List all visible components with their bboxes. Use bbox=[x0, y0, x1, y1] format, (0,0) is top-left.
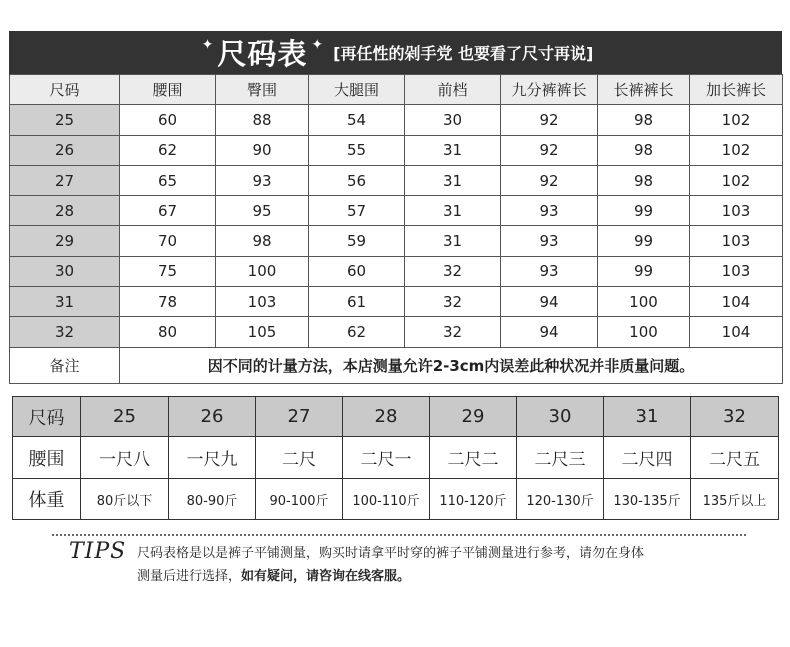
tips-line-2-bold: 如有疑问，请咨询在线客服。 bbox=[241, 569, 411, 584]
table-cell: 62 bbox=[309, 317, 405, 347]
table-cell: 59 bbox=[309, 226, 405, 256]
weight-row bbox=[13, 479, 779, 520]
chart-title-bar bbox=[9, 31, 782, 74]
table-cell: 94 bbox=[501, 317, 598, 347]
table-cell: 94 bbox=[501, 287, 598, 317]
waist-cell: 一尺九 bbox=[169, 437, 256, 479]
note-text: 因不同的计量方法，本店测量允许2-3cm内误差此种状况并非质量问题。 bbox=[120, 347, 783, 383]
size-cell: 25 bbox=[10, 105, 120, 135]
waist-cell: 二尺一 bbox=[343, 437, 430, 479]
waist-cell: 二尺五 bbox=[691, 437, 779, 479]
table-row bbox=[10, 317, 783, 347]
table-row bbox=[10, 256, 783, 286]
table-cell: 93 bbox=[501, 226, 598, 256]
table-cell: 31 bbox=[405, 135, 501, 165]
table-cell: 75 bbox=[120, 256, 216, 286]
size-cell: 30 bbox=[10, 256, 120, 286]
size-cell: 32 bbox=[691, 397, 779, 437]
weight-cell: 135斤以上 bbox=[691, 479, 779, 520]
table-cell: 104 bbox=[690, 287, 783, 317]
tips-text bbox=[137, 542, 757, 588]
size-cell: 31 bbox=[10, 287, 120, 317]
table-cell: 98 bbox=[598, 165, 690, 195]
table-cell: 70 bbox=[120, 226, 216, 256]
tips-line-1: 尺码表格是以是裤子平铺测量，购买时请拿平时穿的裤子平铺测量进行参考，请勿在身体 bbox=[137, 546, 645, 561]
column-header: 长裤裤长 bbox=[598, 75, 690, 105]
table-cell: 57 bbox=[309, 196, 405, 226]
table-cell: 99 bbox=[598, 226, 690, 256]
table-header-row bbox=[10, 75, 783, 105]
table-cell: 31 bbox=[405, 165, 501, 195]
table-row bbox=[10, 287, 783, 317]
sparkle-icon: ✦ bbox=[311, 36, 324, 53]
tips-label: TIPS bbox=[69, 539, 127, 564]
size-cell: 27 bbox=[256, 397, 343, 437]
size-cell: 29 bbox=[10, 226, 120, 256]
column-header: 前档 bbox=[405, 75, 501, 105]
size-weight-grid bbox=[12, 396, 779, 520]
sparkle-icon: ✦ bbox=[201, 36, 214, 53]
table-row bbox=[10, 135, 783, 165]
chart-title: 尺码表 bbox=[217, 37, 308, 71]
size-cell: 28 bbox=[10, 196, 120, 226]
note-label: 备注 bbox=[10, 347, 120, 383]
table-cell: 105 bbox=[216, 317, 309, 347]
size-row bbox=[13, 397, 779, 437]
column-header: 腰围 bbox=[120, 75, 216, 105]
table-cell: 103 bbox=[690, 256, 783, 286]
table-cell: 99 bbox=[598, 196, 690, 226]
table-cell: 92 bbox=[501, 105, 598, 135]
column-header: 加长裤长 bbox=[690, 75, 783, 105]
size-cell: 26 bbox=[10, 135, 120, 165]
table-cell: 102 bbox=[690, 165, 783, 195]
table-cell: 55 bbox=[309, 135, 405, 165]
table-cell: 32 bbox=[405, 287, 501, 317]
size-cell: 31 bbox=[604, 397, 691, 437]
table-cell: 32 bbox=[405, 256, 501, 286]
weight-cell: 100-110斤 bbox=[343, 479, 430, 520]
table-cell: 93 bbox=[501, 256, 598, 286]
waist-cell: 一尺八 bbox=[81, 437, 169, 479]
table-cell: 95 bbox=[216, 196, 309, 226]
table-cell: 103 bbox=[690, 196, 783, 226]
table-cell: 54 bbox=[309, 105, 405, 135]
table-row bbox=[10, 196, 783, 226]
size-cell: 27 bbox=[10, 165, 120, 195]
tips-line-2-prefix: 测量后进行选择， bbox=[137, 569, 242, 584]
row-label: 尺码 bbox=[13, 397, 81, 437]
size-cell: 25 bbox=[81, 397, 169, 437]
table-cell: 98 bbox=[598, 105, 690, 135]
table-cell: 100 bbox=[216, 256, 309, 286]
size-chart-table bbox=[9, 31, 782, 384]
size-measurement-grid bbox=[9, 74, 783, 384]
waist-cell: 二尺四 bbox=[604, 437, 691, 479]
size-cell: 30 bbox=[517, 397, 604, 437]
table-cell: 104 bbox=[690, 317, 783, 347]
table-cell: 32 bbox=[405, 317, 501, 347]
table-cell: 90 bbox=[216, 135, 309, 165]
size-cell: 26 bbox=[169, 397, 256, 437]
table-cell: 100 bbox=[598, 317, 690, 347]
table-row bbox=[10, 105, 783, 135]
table-cell: 65 bbox=[120, 165, 216, 195]
size-cell: 29 bbox=[430, 397, 517, 437]
weight-cell: 120-130斤 bbox=[517, 479, 604, 520]
table-cell: 92 bbox=[501, 135, 598, 165]
table-cell: 92 bbox=[501, 165, 598, 195]
column-header: 尺码 bbox=[10, 75, 120, 105]
weight-cell: 80-90斤 bbox=[169, 479, 256, 520]
table-cell: 62 bbox=[120, 135, 216, 165]
weight-cell: 90-100斤 bbox=[256, 479, 343, 520]
table-cell: 56 bbox=[309, 165, 405, 195]
table-cell: 99 bbox=[598, 256, 690, 286]
table-cell: 31 bbox=[405, 226, 501, 256]
table-cell: 98 bbox=[216, 226, 309, 256]
dotted-divider bbox=[52, 534, 746, 536]
table-row bbox=[10, 165, 783, 195]
waist-cell: 二尺三 bbox=[517, 437, 604, 479]
table-cell: 100 bbox=[598, 287, 690, 317]
table-cell: 88 bbox=[216, 105, 309, 135]
row-label: 腰围 bbox=[13, 437, 81, 479]
size-cell: 32 bbox=[10, 317, 120, 347]
weight-cell: 80斤以下 bbox=[81, 479, 169, 520]
waist-cell: 二尺二 bbox=[430, 437, 517, 479]
column-header: 大腿围 bbox=[309, 75, 405, 105]
table-cell: 93 bbox=[501, 196, 598, 226]
table-cell: 31 bbox=[405, 196, 501, 226]
table-cell: 78 bbox=[120, 287, 216, 317]
note-row bbox=[10, 347, 783, 383]
table-cell: 102 bbox=[690, 105, 783, 135]
table-row bbox=[10, 226, 783, 256]
tips-line-2 bbox=[137, 565, 757, 588]
column-header: 臀围 bbox=[216, 75, 309, 105]
row-label: 体重 bbox=[13, 479, 81, 520]
table-cell: 30 bbox=[405, 105, 501, 135]
table-cell: 67 bbox=[120, 196, 216, 226]
weight-cell: 130-135斤 bbox=[604, 479, 691, 520]
table-cell: 98 bbox=[598, 135, 690, 165]
chart-subtitle: [再任性的剁手党 也要看了尺寸再说] bbox=[333, 44, 594, 63]
waist-cell: 二尺 bbox=[256, 437, 343, 479]
weight-cell: 110-120斤 bbox=[430, 479, 517, 520]
table-cell: 103 bbox=[690, 226, 783, 256]
waist-row bbox=[13, 437, 779, 479]
table-cell: 60 bbox=[120, 105, 216, 135]
table-cell: 80 bbox=[120, 317, 216, 347]
table-cell: 103 bbox=[216, 287, 309, 317]
table-cell: 102 bbox=[690, 135, 783, 165]
size-cell: 28 bbox=[343, 397, 430, 437]
table-cell: 93 bbox=[216, 165, 309, 195]
table-cell: 60 bbox=[309, 256, 405, 286]
table-cell: 61 bbox=[309, 287, 405, 317]
column-header: 九分裤裤长 bbox=[501, 75, 598, 105]
